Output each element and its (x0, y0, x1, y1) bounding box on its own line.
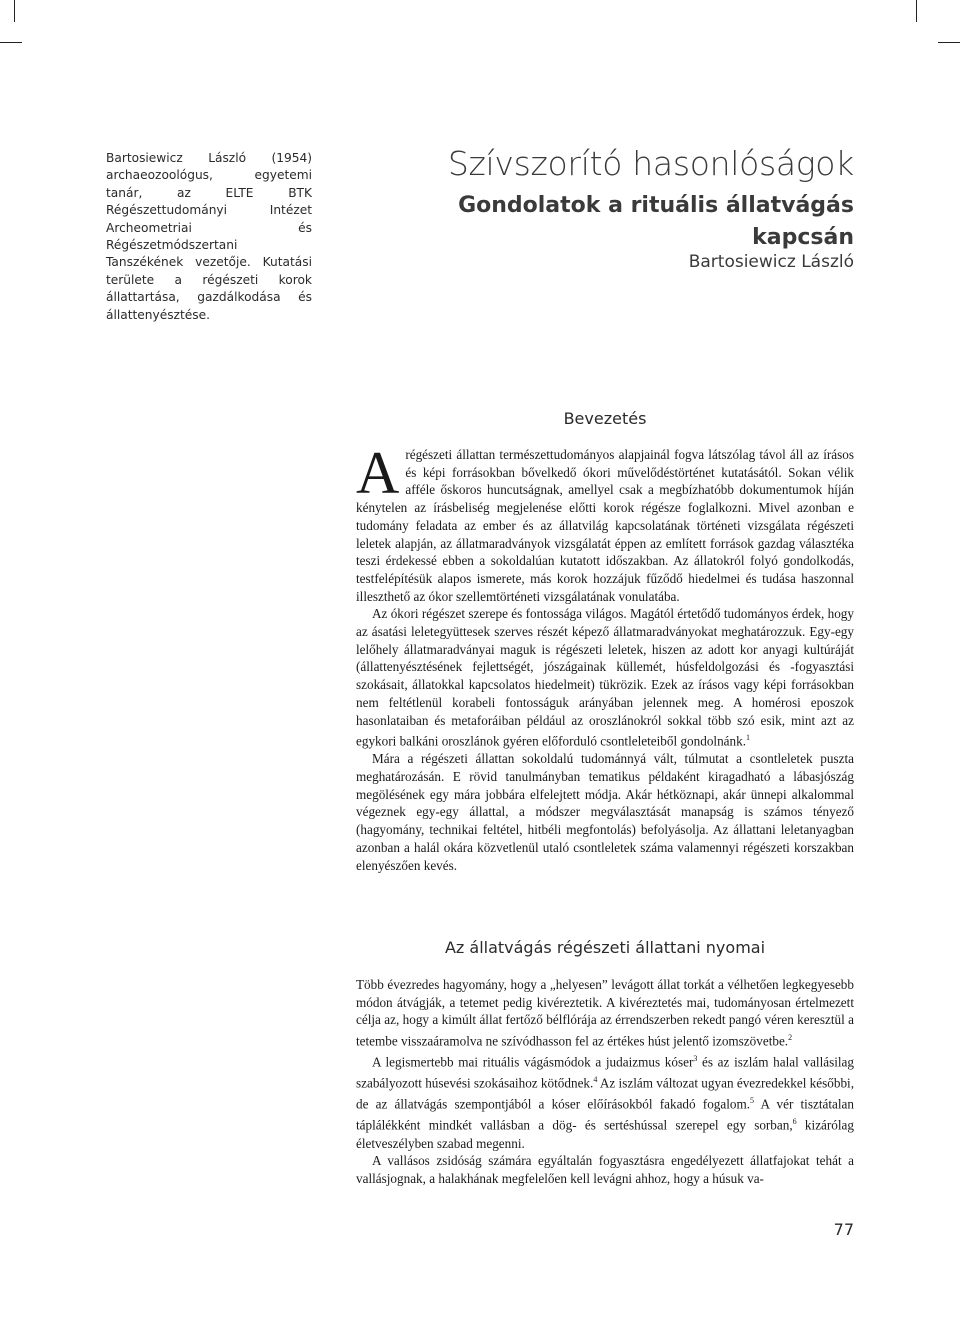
footnote-ref[interactable]: 5 (750, 1096, 755, 1106)
footnote-ref[interactable]: 3 (693, 1054, 698, 1064)
crop-mark-top-right-h (938, 42, 960, 43)
page-number: 77 (833, 1220, 854, 1239)
article-author: Bartosiewicz László (688, 252, 854, 272)
crop-mark-top-left-h (0, 42, 22, 43)
paragraph: Mára a régészeti állattan sokoldalú tudománnyá vált, túlmutat a csontleletek puszta meghatározásán. E rövid tanulmányban tematikus példaként kiragadható a lábasjószág megölésének egy mára jobbára elfelejtett módja. Akár hétköznapi, akár ünnepi alkalommal végeznek egy-egy állattal, a módszer megválasztását manapság is számos tényező (hagyomány, technikai feltétel, hitbéli megfontolás) befolyásolja. Az állattani leletanyagban azonban a halál okára közvetlenül utaló csontleletek száma valamennyi régészeti korszakban elenyészően kevés. (356, 751, 854, 873)
crop-mark-top-right-v (916, 0, 917, 22)
footnote-ref[interactable]: 4 (593, 1075, 598, 1085)
footnote-ref[interactable]: 1 (746, 733, 751, 743)
section-heading-slaughter: Az állatvágás régészeti állattani nyomai (444, 938, 766, 957)
crop-mark-top-left-v (14, 0, 15, 22)
author-bio: Bartosiewicz László (1954) archaeozoológus, egyetemi tanár, az ELTE BTK Régészettudományi Intézet Archeometriai és Régészetmódszertani Tanszékének vezetője. Kutatási területe a régészeti korok állattartása, gazdálkodása és állattenyésztése. (106, 151, 312, 322)
footnote-ref[interactable]: 6 (792, 1117, 797, 1127)
section-intro-body (356, 440, 854, 874)
section-slaughter-body (356, 976, 854, 1188)
section-heading-intro: Bevezetés (563, 409, 647, 428)
paragraph: A régészeti állattan természettudományos alapjainál fogva látszólag távol áll az írásos és képi forrásokban bővelkedő ókori művelődéstörténet kutatásától. Sokan vélik afféle őskoros huncutságnak, amellyel csak a megbízhatóbb dokumentumok híján kénytelen az írásbeliség megjelenése előtti korok régésze foglalkozni. Mivel azonban e tudomány feladata az ember és az állatvilág kapcsolatának történeti vizsgálata régészeti leletek alapján, az állatmaradványok vizsgálatát éppen az említett források gazdag választéka teszi érdekessé ebben a sokoldalúan kutatott időszakban. Az állatokról folyó gondolkodás, testfelépítésük alapos ismerete, más korok hozzájuk fűződő hiedelmei és tudása haszonnal illeszthető az ókor szellemtörténeti vizsgálatának vonulatába. (356, 440, 854, 604)
paragraph: A legismertebb mai rituális vágásmódok a judaizmus kóser$^3$ és az iszlám halal vallásilag szabályozott húsevési szokásaihoz kötődnek.$^4$ Az iszlám változat ugyan évezredekkel későbbi, de az állatvágás szempontjából a kóser előírásokból fakadó fogalom.$^5$ A vér tisztátalan táplálékként mindkét vallásban a dög- és sertéshússal szerepel egy sorban,$^6$ kizárólag életveszélyben szabad megenni. (356, 1054, 855, 1151)
drop-cap: A (356, 440, 400, 506)
paragraph: Az ókori régészet szerepe és fontossága világos. Magától értetődő tudományos érdek, hogy az ásatási leletegyüttesek szerves részét képező állatmaradványokat meghatározzuk. Egy-egy lelőhely állatmaradványai maguk is régészeti leletek, hiszen az adott kor anyagi kultúráját (állattenyésztésének fejlettségét, jószágainak küllemét, húsfeldolgozási és -fogyasztási szokásait, állatokkal kapcsolatos hiedelmeit) tükrözik. Ezek az írásos vagy képi forrásokban nem feltétlenül korabeli fontosságuk arányában jelennek meg. A homérosi eposzok hasonlataiban és metaforáiban például az oroszlánokról sokkal több szó esik, mint azt az egykori balkáni oroszlánok gyéren előforduló csontleleteiből gondolnánk.$^1$ (356, 606, 854, 749)
article-subtitle: Gondolatok a rituális állatvágás kapcsán (458, 193, 854, 250)
footnote-ref[interactable]: 2 (788, 1033, 793, 1043)
paragraph: A vallásos zsidóság számára egyáltalán fogyasztásra engedélyezett állatfajokat tehát a vallásjognak, a halakhának megfelelően kell levágni ahhoz, hogy a húsuk va- (356, 1153, 854, 1186)
article-title: Szívszorító hasonlóságok (447, 144, 854, 183)
paragraph: Több évezredes hagyomány, hogy a „helyesen” levágott állat torkát a vélhetően legkegyesebb módon átvágják, a tetemet pedig kivéreztetik. A kivéreztetés mai, tudományosan értelmezett célja az, hogy a kimúlt állat fertőző bélflórája az érrendszerben rekedt pangó véren keresztül a tetembe visszaáramolva ne szívódhasson fel az értékes húst jelentő izomszövetbe.$^2$ (356, 977, 854, 1049)
